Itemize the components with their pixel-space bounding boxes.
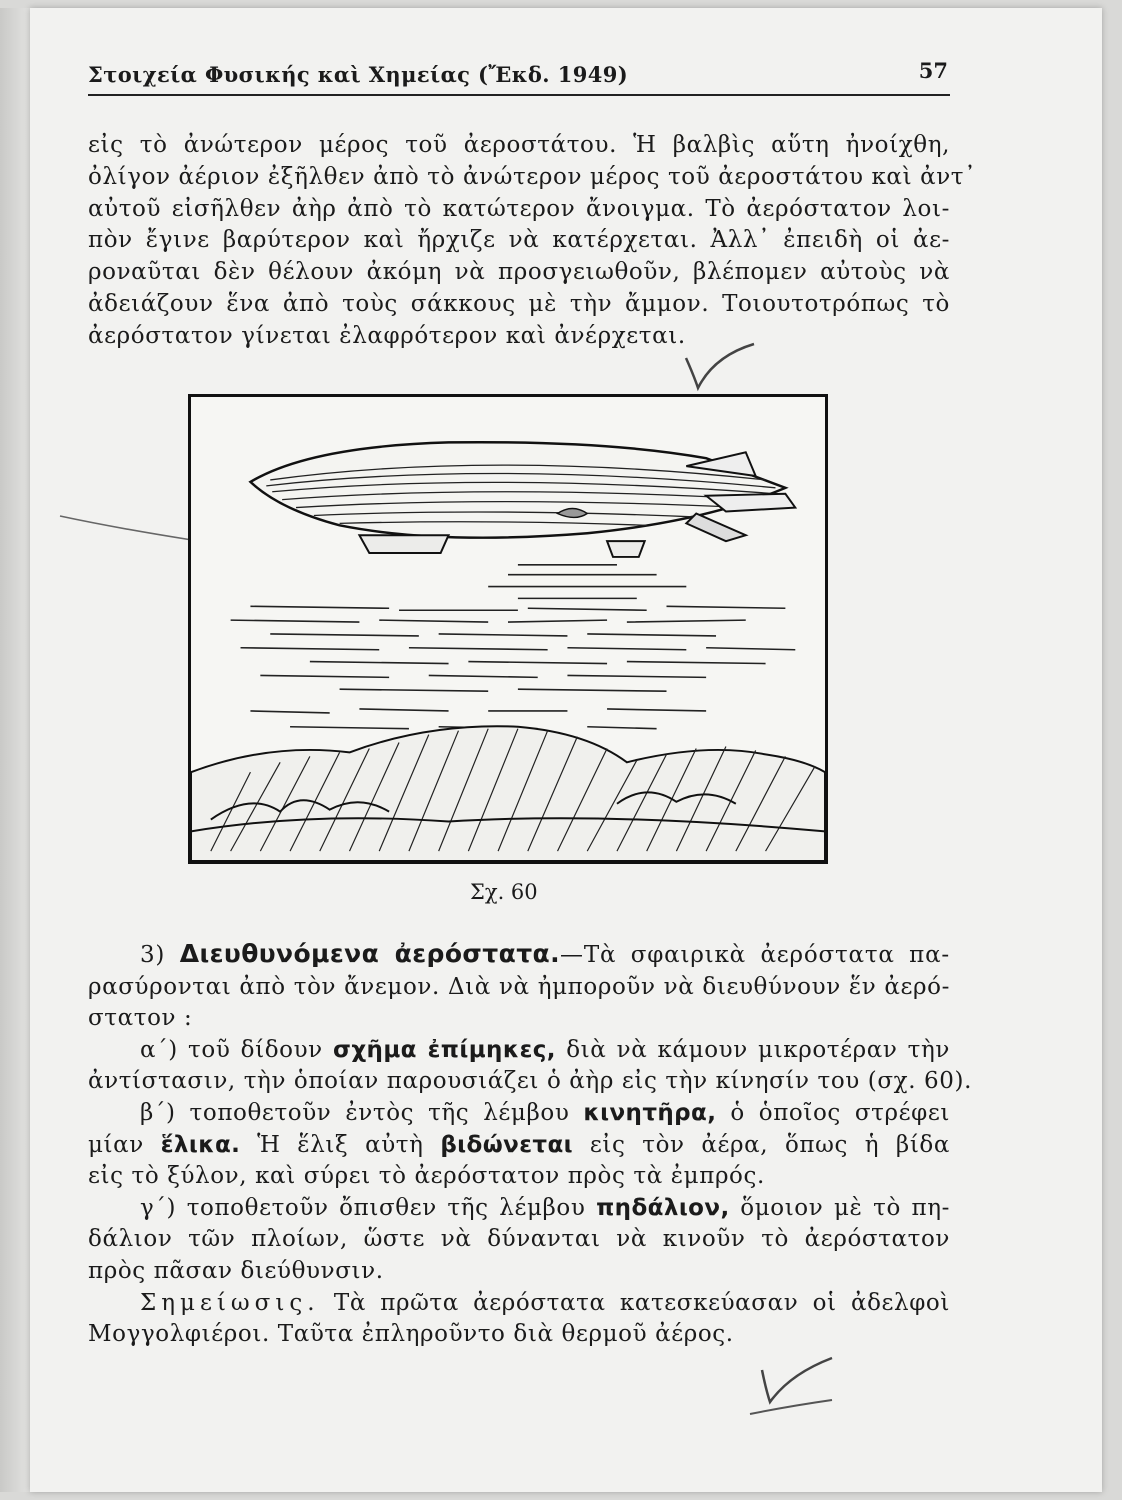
running-header <box>88 56 950 96</box>
page-number: 57 <box>918 58 948 83</box>
text-fragment: Τὰ πρῶτα ἀερόστατα κατεσκεύασαν οἱ ἀδελφοὶ <box>333 1289 950 1316</box>
header-title: Στοιχεία Φυσικής καὶ Χημείας (Ἔκδ. 1949) <box>88 62 629 87</box>
text-line: ἀερόστατον γίνεται ἐλαφρότερον καὶ ἀνέρχεται. <box>88 322 686 349</box>
header-rule <box>88 94 950 96</box>
item-label: β΄) <box>140 1099 176 1126</box>
section-number: 3) <box>140 942 166 968</box>
airship-hull <box>250 442 795 557</box>
text-fragment: εἰς τὸν ἀέρα, ὅπως ἡ βίδα <box>589 1131 951 1158</box>
text-fragment: Ἡ ἕλιξ αὐτὴ <box>257 1131 424 1158</box>
text-line: εἰς τὸ ἀνώτερον μέρος τοῦ ἀεροστάτου. Ἡ βαλβὶς αὕτη ἠνοίχθη, <box>88 132 950 158</box>
text-fragment: διὰ νὰ κάμουν μικροτέραν τὴν <box>566 1036 950 1063</box>
note-label: Σημείωσις. <box>140 1289 320 1316</box>
airship-illustration <box>188 394 828 864</box>
hills-landscape <box>191 726 825 861</box>
figure-caption: Σχ. 60 <box>470 880 538 904</box>
text-line: ρασύρονται ἀπὸ τὸν ἄνεμον. Διὰ νὰ ἠμποροῦν νὰ διευθύνουν ἕν ἀερό- <box>88 973 950 1000</box>
item-b-line <box>88 1098 950 1130</box>
term-bold: κινητῆρα, <box>583 1099 717 1126</box>
intro-paragraph <box>88 130 977 353</box>
airship-drawing <box>191 397 825 861</box>
text-fragment: ὅμοιον μὲ τὸ πη- <box>740 1194 950 1221</box>
term-bold: σχῆμα ἐπίμηκες, <box>333 1036 556 1063</box>
text-fragment: τοῦ δίδουν <box>188 1036 323 1063</box>
note-line <box>88 1288 950 1320</box>
book-gutter <box>0 8 30 1492</box>
item-a-line <box>88 1035 950 1067</box>
section-heading-line <box>88 938 950 972</box>
text-line: ἀντίστασιν, τὴν ὁποίαν παρουσιάζει ὁ ἀὴρ εἰς τὴν κίνησίν του (σχ. 60). <box>88 1068 972 1095</box>
sky-hatching <box>231 565 796 729</box>
text-fragment: μίαν <box>88 1131 144 1158</box>
text-line: πρὸς πᾶσαν διεύθυνσιν. <box>88 1257 384 1284</box>
text-fragment: ὁ ὁποῖος στρέφει <box>730 1099 950 1126</box>
section-heading: Διευθυνόμενα ἀερόστατα. <box>179 939 561 968</box>
text-fragment: τοποθετοῦν ὄπισθεν τῆς λέμβου <box>186 1194 586 1221</box>
text-fragment: τοποθετοῦν ἐντὸς τῆς λέμβου <box>189 1099 570 1126</box>
term-bold: πηδάλιον, <box>596 1194 730 1221</box>
text-line: —Τὰ σφαιρικὰ ἀερόστατα πα- <box>560 942 950 968</box>
text-line: Μογγολφιέροι. Ταῦτα ἐπληροῦντο διὰ θερμοῦ ἀέρος. <box>88 1321 734 1348</box>
item-b-line2 <box>88 1130 950 1162</box>
item-label: α΄) <box>140 1036 178 1063</box>
text-line: εἰς τὸ ξύλον, καὶ σύρει τὸ ἀερόστατον πρὸς τὰ ἐμπρός. <box>88 1163 765 1190</box>
text-line: στατον : <box>88 1005 193 1032</box>
term-bold: ἕλικα. <box>160 1131 241 1158</box>
item-label: γ΄) <box>140 1194 177 1221</box>
text-line: ροναῦται δὲν θέλουν ἀκόμη νὰ προσγειωθοῦν, βλέπομεν αὐτοὺς νὰ <box>88 259 950 286</box>
section-3 <box>88 938 972 1351</box>
text-line: πὸν ἔγινε βαρύτερον καὶ ἤρχιζε νὰ κατέρχεται. Ἀλλ᾽ ἐπειδὴ οἱ ἀε- <box>88 227 950 254</box>
text-line: αὐτοῦ εἰσῆλθεν ἀὴρ ἀπὸ τὸ κατώτερον ἄνοιγμα. Τὸ ἀερόστατον λοι- <box>88 195 950 222</box>
text-line: ἀδειάζουν ἕνα ἀπὸ τοὺς σάκκους μὲ τὴν ἄμμον. Τοιουτοτρόπως τὸ <box>88 290 950 317</box>
text-line: ὀλίγον ἀέριον ἐξῆλθεν ἀπὸ τὸ ἀνώτερον μέρος τοῦ ἀεροστάτου καὶ ἀντ᾽ <box>88 163 977 190</box>
term-bold: βιδώνεται <box>440 1131 574 1158</box>
item-c-line <box>88 1193 950 1225</box>
text-line: δάλιον τῶν πλοίων, ὥστε νὰ δύνανται νὰ κινοῦν τὸ ἀερόστατον <box>88 1226 950 1253</box>
